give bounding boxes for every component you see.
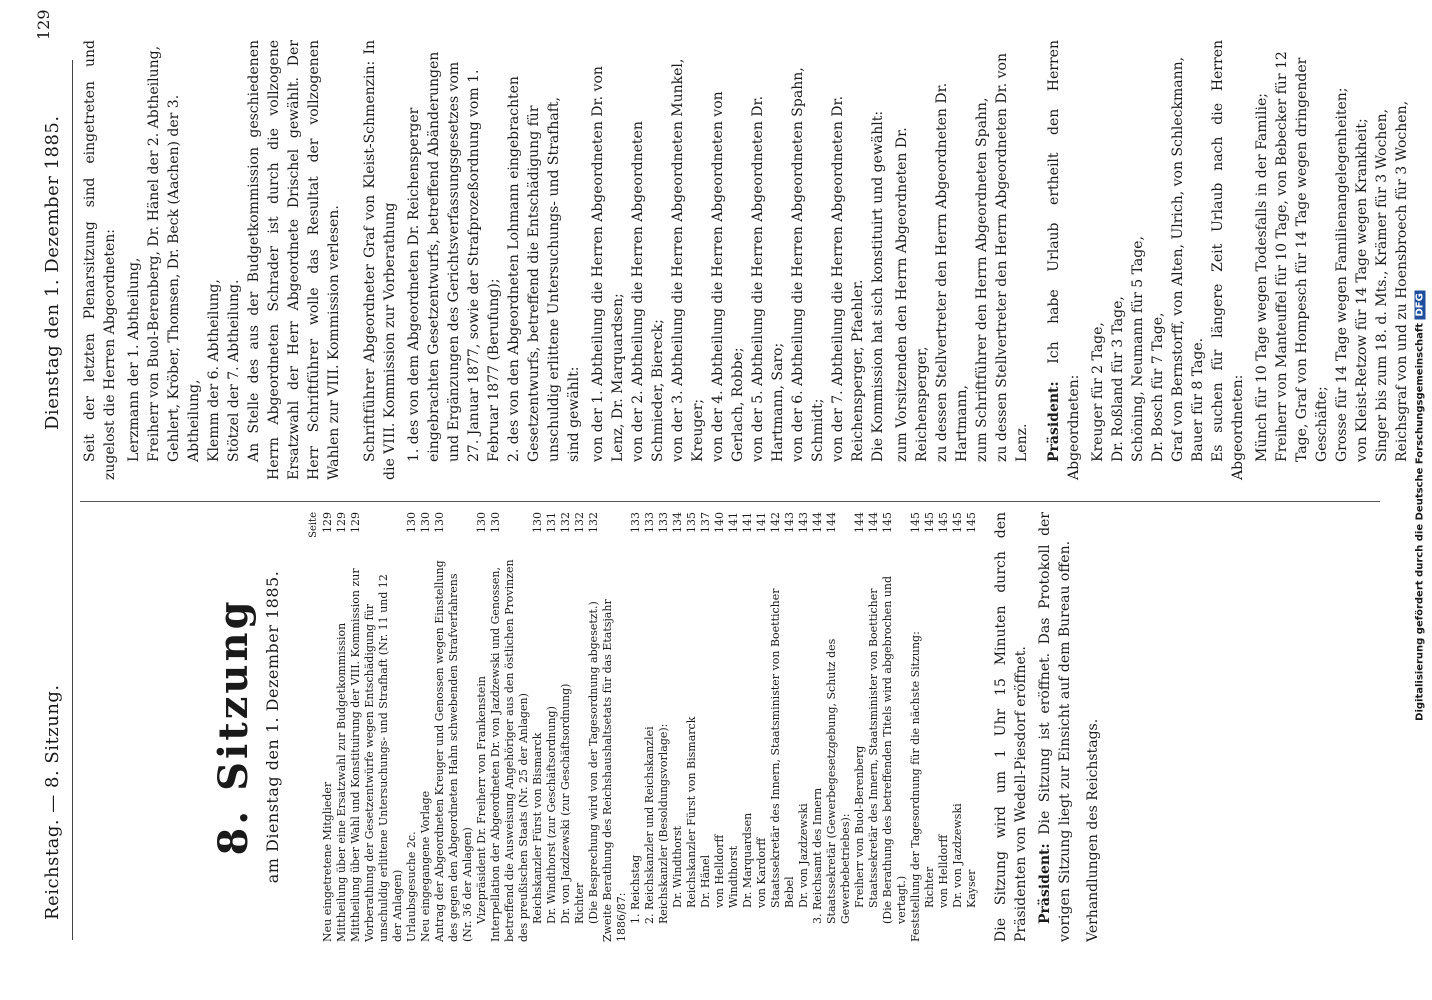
toc-entry xyxy=(489,512,531,942)
toc-entry xyxy=(769,512,783,942)
toc-entry-label: Antrag der Abgeordneten Kreuger und Genossen wegen Einstellung des gegen den Abgeordneten Hahn schwebenden Strafverfahrens (Nr. 36 der Anlagen) xyxy=(433,560,474,942)
list-item: von der 2. Abtheilung die Herren Abgeordneten Schmieder, Biereck; xyxy=(630,121,666,462)
sitting-title: 8. Sitzung xyxy=(210,598,257,856)
toc-entry-page: 130 xyxy=(405,512,418,533)
toc-entry-label: Richter xyxy=(573,882,586,924)
toc-entry-label: (Die Berathung des betreffenden Titels wird abgebrochen und vertagt.) xyxy=(881,575,908,924)
toc-entry xyxy=(713,512,727,942)
toc-entry-label: 3. Reichsamt des Innern xyxy=(811,787,824,924)
toc-entry-label: Dr. von Jazdzewski xyxy=(951,803,964,908)
list-item: von Kleist-Retzow für 14 Tage wegen Krankheit; xyxy=(1354,118,1370,462)
toc-entry-label: Dr. Windthorst xyxy=(671,825,684,908)
toc-entry-label: Freiherr von Buol-Berenberg xyxy=(853,745,866,908)
toc-entry-label: von Kardorff xyxy=(755,837,768,908)
toc-entry-label: Mittheilung über Wahl und Konstituirung der VIII. Kommission zur Vorberathung der Gesetzentwürfe wegen Entschädigung für unschuldig erlittene Untersuchungs- und Strafhaft (Nr. 11 und 12 der Anlagen) xyxy=(349,568,404,942)
toc-entry-label: Dr. Hänel xyxy=(699,854,712,908)
toc-entry-label: Bebel xyxy=(783,876,796,908)
toc-entry-label: 1. Reichstag xyxy=(629,854,642,924)
toc-entry-label: Reichskanzler (Besoldungsvorlage): xyxy=(657,723,670,924)
toc-entry xyxy=(419,512,433,942)
toc-entry-label: Feststellung der Tagesordnung für die nächste Sitzung: xyxy=(909,631,922,942)
list-item: Lerzmann der 1. Abtheilung, xyxy=(126,257,142,462)
toc-entry-label: 2. Reichskanzler und Reichskanzlei xyxy=(643,726,656,924)
toc-entry-page: 145 xyxy=(909,512,922,533)
body-paragraph: Die Kommission hat sich konstituirt und gewählt: xyxy=(870,110,886,462)
toc-entry-label: Dr. Windthorst (zur Geschäftsordnung) xyxy=(545,706,558,924)
toc-entry-page: 145 xyxy=(951,512,964,533)
toc-entry-page: 144 xyxy=(811,512,824,533)
toc-entry-page: 141 xyxy=(727,512,740,533)
toc-entry xyxy=(629,512,643,942)
toc-entry-label: von Helldorff xyxy=(713,834,726,908)
toc-entry-page: 132 xyxy=(559,512,572,533)
toc-entry-page: 142 xyxy=(769,512,782,533)
left-column xyxy=(80,512,1103,942)
toc-entry xyxy=(321,512,335,942)
toc-entry xyxy=(531,512,545,942)
toc-entry-label: Dr. Marquardsen xyxy=(741,812,754,908)
toc-entry-page: 130 xyxy=(433,512,446,533)
toc-entry-label: Vizepräsident Dr. Freiherr von Frankenstein xyxy=(475,676,488,924)
toc-entry-page: 141 xyxy=(755,512,768,533)
toc-entry-page: 145 xyxy=(937,512,950,533)
toc-entry-page xyxy=(601,512,629,538)
toc-entry xyxy=(867,512,881,942)
toc-entry xyxy=(643,512,657,942)
list-item: Grosse für 14 Tage wegen Familienangelegenheiten; xyxy=(1334,87,1350,462)
toc-entry xyxy=(853,512,867,942)
toc-entry-label: Mittheilung über eine Ersatzwahl zur Budgetkommission xyxy=(335,622,348,942)
president-text: Die Sitzung ist eröffnet. Das Protokoll der vorigen Sitzung liegt zur Einsicht auf dem Bureau offen. xyxy=(1037,511,1073,942)
toc-entry-label: Reichskanzler Fürst von Bismarck xyxy=(685,716,698,908)
toc-entry-page: 132 xyxy=(573,512,586,533)
body-paragraph: An Stelle des aus der Budgetkommission geschiedenen Herrn Abgeordneten Schrader ist durch die vollzogene Ersatzwahl der Herr Abgeordnete Drischel gewählt. Der Herr Schriftführer wolle das Resultat der vollzogenen Wahlen zur VIII. Kommission verlesen. xyxy=(246,40,342,480)
toc-entry xyxy=(405,512,419,942)
toc-entry xyxy=(601,512,629,942)
toc-entry-page: 129 xyxy=(321,512,334,533)
body-paragraph: Seit der letzten Plenarsitzung sind eingetreten und zugelost die Herren Abgeordneten: xyxy=(82,40,118,480)
list-item: Singer bis zum 18. d. Mts., Krämer für 3 Wochen, Reichsgraf von und zu Hoensbroech für 3 Wochen, xyxy=(1374,100,1410,462)
toc-entry xyxy=(559,512,573,942)
running-head xyxy=(34,0,82,1000)
list-item: zu dessen Stellvertreter den Herrn Abgeordneten Dr. Hartmann, xyxy=(934,82,970,462)
toc-entry xyxy=(545,512,559,942)
toc-entry xyxy=(671,512,685,942)
list-item: zum Schriftführer den Herrn Abgeordneten Spahn, xyxy=(974,97,990,462)
toc-entry xyxy=(755,512,769,942)
running-head-right: Dienstag den 1. Dezember 1885. xyxy=(42,115,63,430)
list-item: Dr. Roßland für 3 Tage, xyxy=(1110,296,1126,462)
toc-entry-label: Richter xyxy=(923,866,936,908)
speech-text: Ich habe Urlaub ertheilt den Herren Abgeordneten: xyxy=(1046,40,1082,480)
sitting-subtitle: am Dienstag den 1. Dezember 1885. xyxy=(263,570,282,884)
dfg-logo: DFG xyxy=(1415,290,1426,319)
toc-entry-page: 132 xyxy=(587,512,600,533)
toc-entry-page: 130 xyxy=(475,512,488,533)
toc-entry-page: 144 xyxy=(825,512,838,533)
list-item: von der 1. Abtheilung die Herren Abgeordneten Dr. von Lenz, Dr. Marquardsen; xyxy=(590,66,626,462)
toc-entry xyxy=(811,512,825,942)
toc-entry-page: 145 xyxy=(923,512,936,533)
toc-entry xyxy=(825,512,853,942)
ribbon-label: Digitalisierung gefördert durch die Deutsche Forschungsgemeinschaft xyxy=(1414,322,1426,721)
speaker-label: Präsident: xyxy=(1046,381,1062,462)
toc-entry-label: Urlaubsgesuche 2c. xyxy=(405,831,418,942)
toc-entry-page: 129 xyxy=(349,512,362,533)
list-item: Kreuger für 2 Tage, xyxy=(1090,322,1106,462)
toc-entry xyxy=(699,512,713,942)
toc-entry-page: 133 xyxy=(643,512,656,533)
table-of-contents xyxy=(321,512,979,942)
toc-entry-page: 144 xyxy=(867,512,880,533)
list-item: Freiherr von Buol-Berenberg, Dr. Hänel der 2. Abtheilung, xyxy=(146,45,162,462)
digitization-ribbon xyxy=(1410,0,1432,1000)
list-item: Schöning, Neumann für 5 Tage, xyxy=(1130,236,1146,462)
toc-entry-page: 133 xyxy=(657,512,670,533)
toc-entry-page: 130 xyxy=(489,512,502,533)
toc-entry-page: 143 xyxy=(797,512,810,533)
toc-entry xyxy=(349,512,405,942)
body-paragraph: Schriftführer Abgeordneter Graf von Kleist-Schmenzin: In die VIII. Kommission zur Vorberathung xyxy=(362,40,398,480)
toc-entry xyxy=(797,512,811,942)
toc-entry-page: 145 xyxy=(965,512,978,533)
list-item: 1. des von dem Abgeordneten Dr. Reichensperger eingebrachten Gesetzentwurfs, betreffend Abänderungen und Ergänzungen des Gerichtsverfassungsgesetzes vom 27. Januar 1877, sowie der Strafprozeßordnung vom 1. Februar 1877 (Berufung); xyxy=(406,51,502,462)
toc-entry-page: 135 xyxy=(685,512,698,533)
toc-entry xyxy=(783,512,797,942)
toc-entry xyxy=(741,512,755,942)
list-item: zu dessen Stellvertreter den Herrn Abgeordneten Dr. von Lenz. xyxy=(994,53,1030,462)
toc-entry-label: Windthorst xyxy=(727,845,740,908)
toc-entry-page: 130 xyxy=(419,512,432,533)
toc-entry xyxy=(433,512,475,942)
toc-entry-label: Neu eingetretene Mitglieder xyxy=(321,781,334,942)
toc-entry-page: 133 xyxy=(629,512,642,533)
toc-entry-label: Zweite Berathung des Reichshaushaltsetats für das Etatsjahr 1886/87: xyxy=(601,599,628,942)
body-paragraph: sind gewählt: xyxy=(566,366,582,462)
toc-entry xyxy=(951,512,965,942)
speaker-label: Präsident: xyxy=(1037,843,1053,924)
president-statement xyxy=(1035,512,1075,942)
toc-entry xyxy=(335,512,349,942)
running-head-left: Reichstag. — 8. Sitzung. xyxy=(42,684,63,920)
toc-entry xyxy=(881,512,909,942)
toc-entry-label: Interpellation der Abgeordneten Dr. von Jazdzewski und Genossen, betreffend die Ausweisung Angehöriger aus den östlichen Provinzen des preußischen Staats (Nr. 25 der Anlagen) xyxy=(489,559,530,942)
toc-entry-label: Kayser xyxy=(965,869,978,908)
toc-entry-label: Staatssekretär (Gewerbegesetzgebung, Schutz des Gewerbebetriebes): xyxy=(825,638,852,924)
toc-entry xyxy=(573,512,587,942)
list-item: 2. des von den Abgeordneten Lohmann eingebrachten Gesetzentwurfs, betreffend die Entschädigung für unschuldig erlittene Untersuchungs- und Strafhaft, xyxy=(506,76,562,462)
page-number: 129 xyxy=(34,9,53,40)
toc-entry-label: Reichskanzler Fürst von Bismarck xyxy=(531,732,544,924)
toc-entry-page: 134 xyxy=(671,512,684,533)
toc-entry-label: Neu eingegangene Vorlage xyxy=(419,790,432,942)
toc-entry-label: Dr. von Jazdzewski xyxy=(797,803,810,908)
toc-entry xyxy=(587,512,601,942)
toc-entry xyxy=(685,512,699,942)
toc-entry-label: Dr. von Jazdzewski (zur Geschäftsordnung) xyxy=(559,683,572,924)
column-separator xyxy=(80,501,1380,502)
toc-entry-page: 143 xyxy=(783,512,796,533)
toc-entry-page: 144 xyxy=(853,512,866,533)
toc-page-heading: Seite xyxy=(308,512,319,538)
toc-entry xyxy=(923,512,937,942)
toc-entry xyxy=(727,512,741,942)
list-item: von der 6. Abtheilung die Herren Abgeordneten Spahn, Schmidt; xyxy=(790,67,826,462)
toc-entry-label: Staatssekretär des Innern, Staatsminister von Boetticher xyxy=(769,588,782,908)
body-paragraph: Es suchen für längere Zeit Urlaub nach die Herren Abgeordneten: xyxy=(1210,40,1246,480)
toc-entry xyxy=(909,512,923,942)
list-item: zum Vorsitzenden den Herrn Abgeordneten Dr. Reichensperger, xyxy=(894,127,930,462)
toc-entry xyxy=(657,512,671,942)
toc-entry-page: 145 xyxy=(881,512,894,533)
toc-entry xyxy=(937,512,951,942)
list-item: von der 5. Abtheilung die Herren Abgeordneten Dr. Hartmann, Saro; xyxy=(750,95,786,462)
toc-entry-page: 131 xyxy=(545,512,558,533)
footer-note: Verhandlungen des Reichstags. xyxy=(1085,718,1101,942)
toc-entry-label: Staatssekretär des Innern, Staatsminister von Boetticher xyxy=(867,588,880,908)
toc-entry-page: 129 xyxy=(335,512,348,533)
header-rule xyxy=(72,60,73,940)
toc-entry-label: von Helldorff xyxy=(937,834,950,908)
list-item: Klemm der 6. Abtheilung, xyxy=(206,279,222,462)
list-item: von der 4. Abtheilung die Herren Abgeordneten von Gerlach, Robbe; xyxy=(710,91,746,462)
list-item: Graf von Bernstorff, von Alten, Ulrich, von Schleckmann, Bauer für 8 Tage. xyxy=(1170,56,1206,462)
list-item: von der 3. Abtheilung die Herren Abgeordneten Munkel, Kreuger; xyxy=(670,58,706,462)
toc-entry xyxy=(965,512,979,942)
toc-entry-label: (Die Besprechung wird von der Tagesordnung abgesetzt.) xyxy=(587,601,600,924)
list-item: Freiherr von Manteuffel für 10 Tage, von Bebecker für 12 Tage, Graf von Hompesch für 14 Tage wegen dringender Geschäfte; xyxy=(1274,51,1330,462)
ribbon-text xyxy=(1415,16,1426,996)
toc-entry-page: 141 xyxy=(741,512,754,533)
toc-entry-page: 130 xyxy=(531,512,544,533)
list-item: Stötzel der 7. Abtheilung. xyxy=(226,279,242,462)
right-column xyxy=(80,40,1432,480)
toc-entry-page: 137 xyxy=(699,512,712,533)
speech-paragraph xyxy=(1044,40,1084,480)
list-item: von der 7. Abtheilung die Herren Abgeordneten Dr. Reichensperger, Pfaehler. xyxy=(830,95,866,462)
list-item: Münch für 10 Tage wegen Todesfalls in der Familie; xyxy=(1254,93,1270,462)
list-item: Gehlert, Kröber, Thomsen, Dr. Beck (Aachen) der 3. Abtheilung, xyxy=(166,94,202,462)
toc-entry-page: 140 xyxy=(713,512,726,533)
list-item: Dr. Bosch für 7 Tage, xyxy=(1150,312,1166,462)
toc-entry xyxy=(475,512,489,942)
opening-paragraph: Die Sitzung wird um 1 Uhr 15 Minuten durch den Präsidenten von Wedell-Piesdorf eröffnet. xyxy=(993,512,1029,942)
